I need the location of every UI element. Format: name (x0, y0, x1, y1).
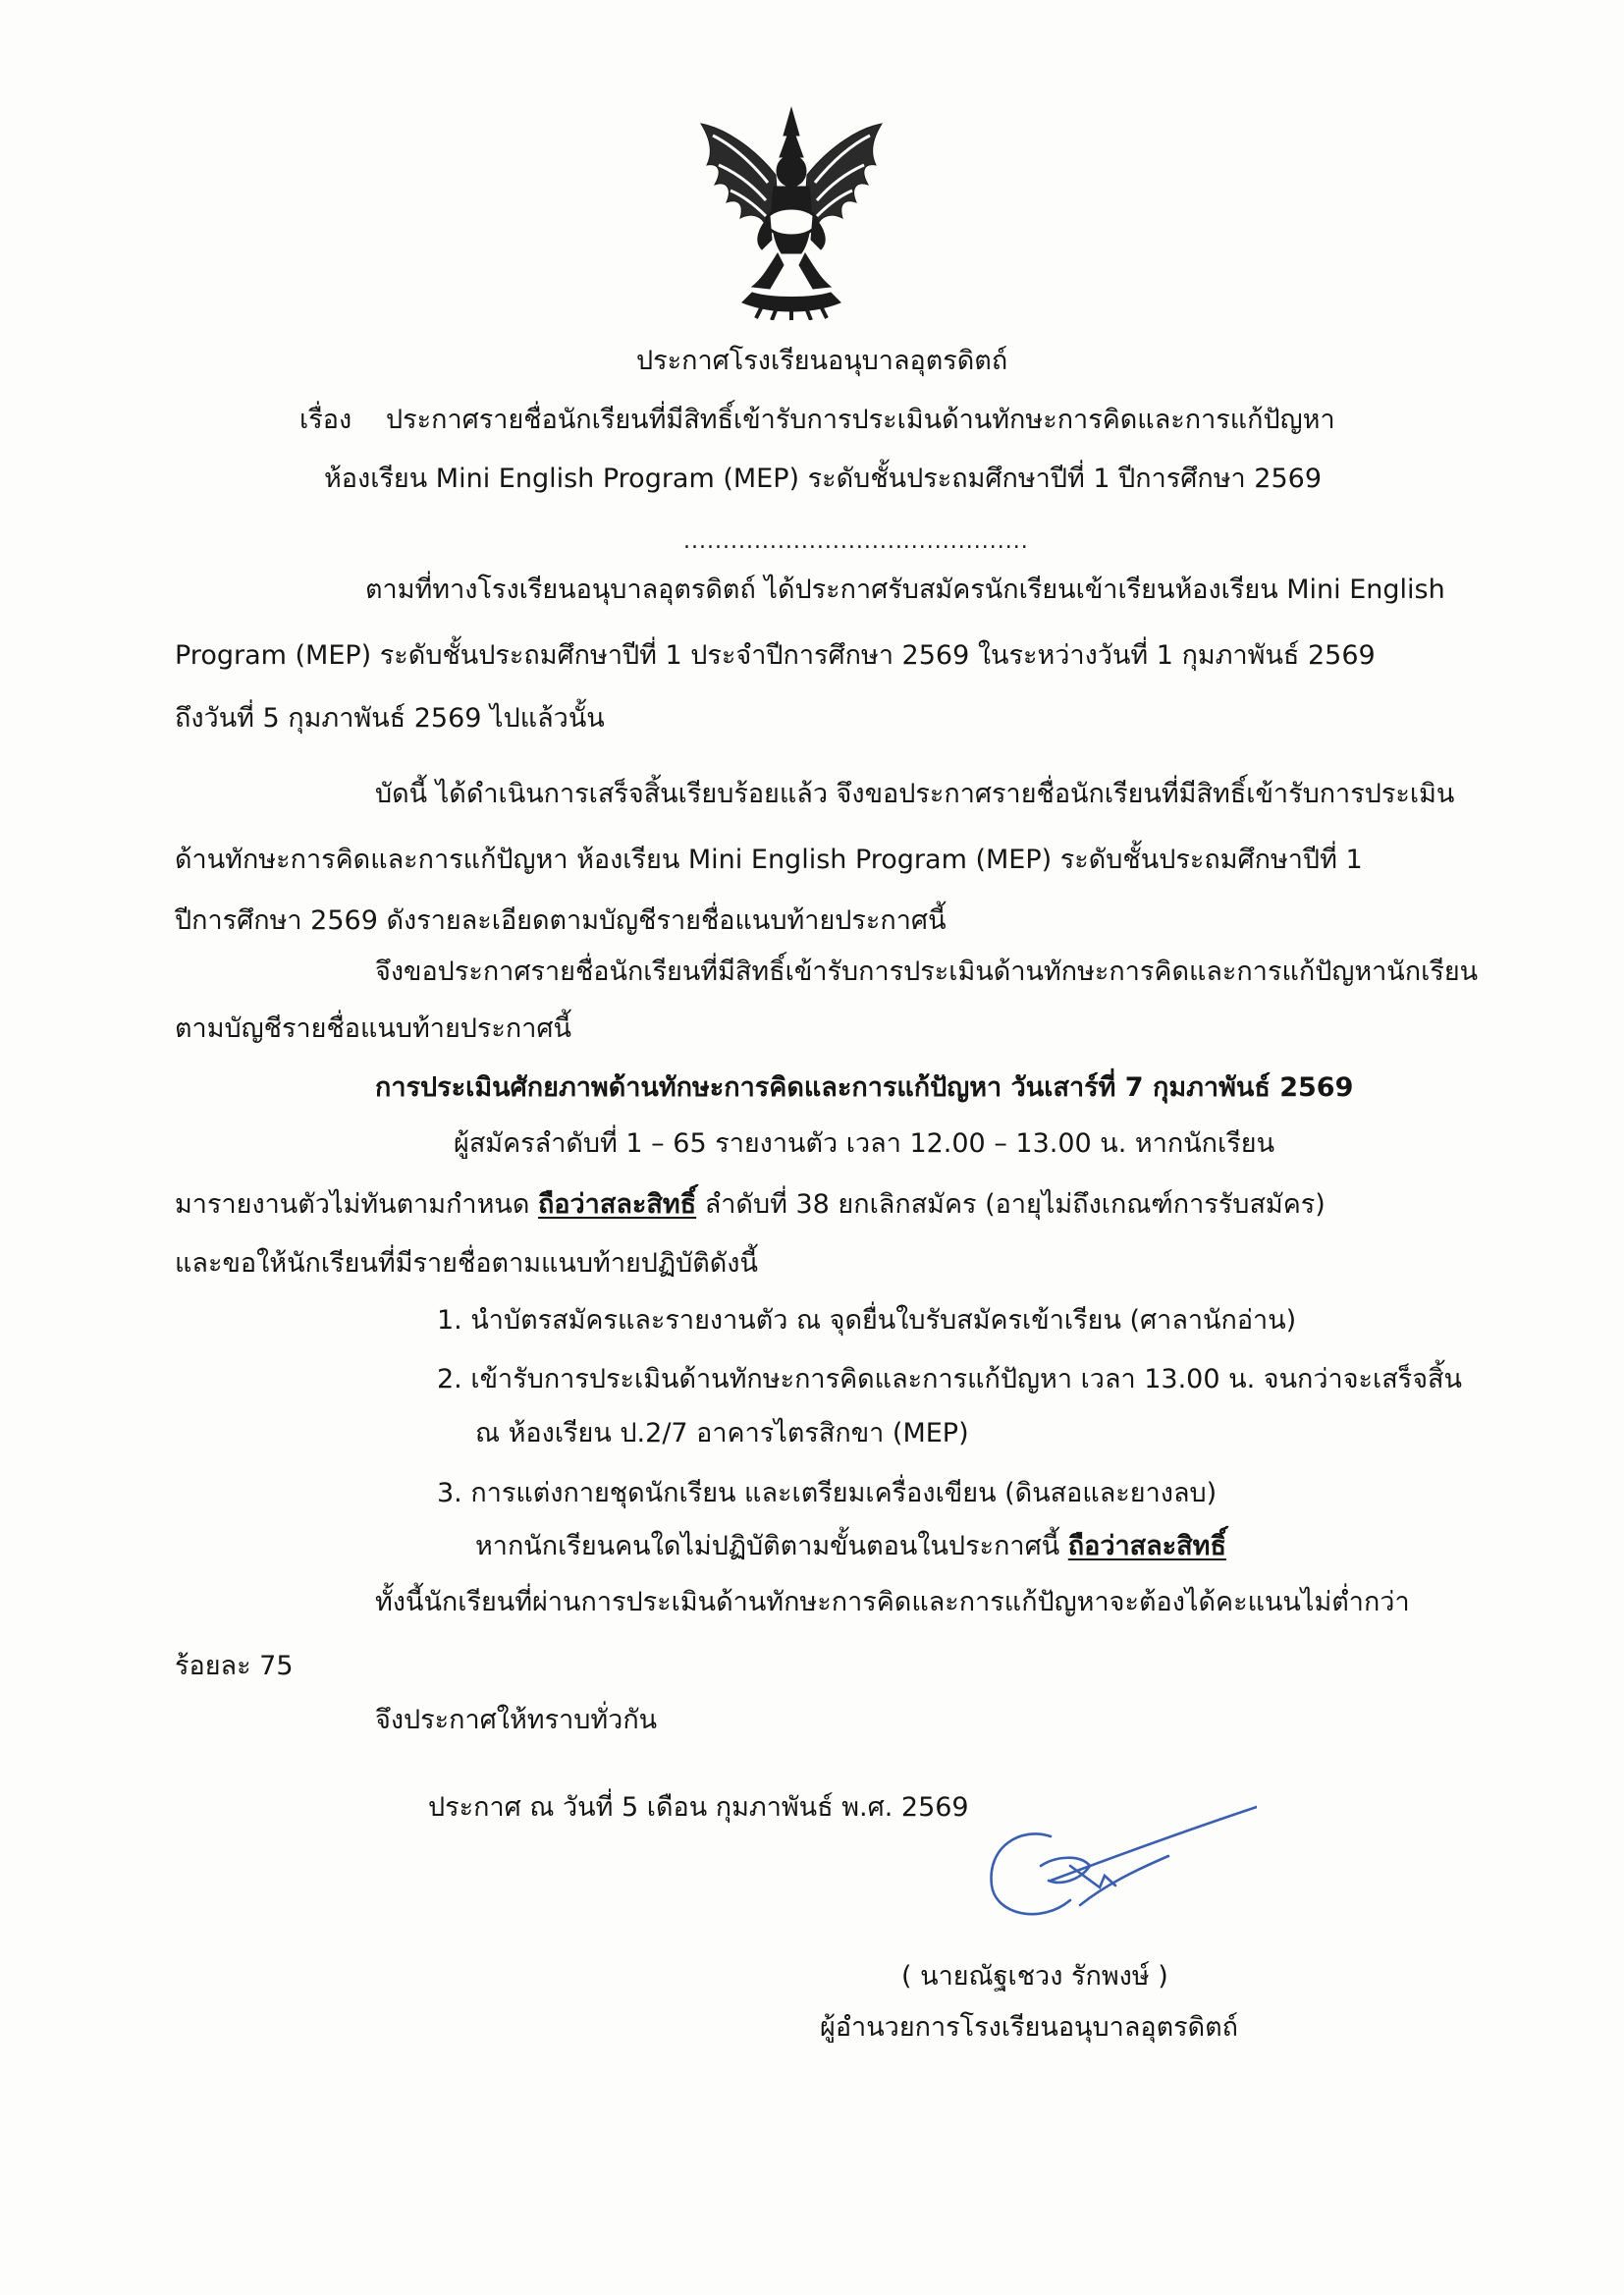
pass-criteria-line-1: ทั้งนี้นักเรียนที่ผ่านการประเมินด้านทักษะการคิดและการแก้ปัญหาจะต้องได้คะแนนไม่ต่ำกว่า (375, 1587, 1410, 1617)
step-1: 1. นำบัตรสมัครและรายงานตัว ณ จุดยื่นใบรับสมัครเข้าเรียน (ศาลานักอ่าน) (437, 1305, 1297, 1336)
paragraph-1-line-3: ถึงวันที่ 5 กุมภาพันธ์ 2569 ไปแล้วนั้น (175, 703, 605, 734)
paragraph-1-line-1: ตามที่ทางโรงเรียนอนุบาลอุตรดิตถ์ ได้ประกาศรับสมัครนักเรียนเข้าเรียนห้องเรียน Mini English (365, 574, 1445, 605)
paragraph-2-line-2: ด้านทักษะการคิดและการแก้ปัญหา ห้องเรียน Mini English Program (MEP) ระดับชั้นประถมศึกษาปีที่ 1 (175, 845, 1363, 875)
step-2-line-1: 2. เข้ารับการประเมินด้านทักษะการคิดและการแก้ปัญหา เวลา 13.00 น. จนกว่าจะเสร็จสิ้น (437, 1364, 1462, 1394)
step-3-line-2-start: หากนักเรียนคนใดไม่ปฏิบัติตามขั้นตอนในประกาศนี้ (475, 1531, 1068, 1561)
paragraph-2-line-3: ปีการศึกษา 2569 ดังรายละเอียดตามบัญชีรายชื่อแนบท้ายประกาศนี้ (175, 905, 947, 936)
signatory-name: ( นายณัฐเชวง รักพงษ์ ) (901, 1961, 1168, 1992)
signature-mark (933, 1738, 1257, 1935)
subject-line-1: ประกาศรายชื่อนักเรียนที่มีสิทธิ์เข้ารับการประเมินด้านทักษะการคิดและการแก้ปัญหา (386, 405, 1335, 435)
pass-criteria-line-2: ร้อยละ 75 (175, 1651, 294, 1681)
forfeit-notice-2: ถือว่าสละสิทธิ์ (1067, 1531, 1226, 1561)
paragraph-3-line-2: ตามบัญชีรายชื่อแนบท้ายประกาศนี้ (175, 1013, 572, 1044)
forfeit-notice: ถือว่าสละสิทธิ์ (537, 1189, 697, 1220)
paragraph-4-line-2-end: ลำดับที่ 38 ยกเลิกสมัคร (อายุไม่ถึงเกณฑ์การรับสมัคร) (696, 1189, 1326, 1220)
subject-label: เรื่อง (299, 405, 352, 435)
signatory-title: ผู้อำนวยการโรงเรียนอนุบาลอุตรดิตถ์ (820, 2012, 1239, 2043)
announcement-line: จึงประกาศให้ทราบทั่วกัน (375, 1705, 658, 1735)
paragraph-4-line-2-start: มารายงานตัวไม่ทันตามกำหนด (175, 1189, 538, 1220)
paragraph-2-line-1: บัดนี้ ได้ดำเนินการเสร็จสิ้นเรียบร้อยแล้ว จึงขอประกาศรายชื่อนักเรียนที่มีสิทธิ์เข้ารับการประเมิน (375, 779, 1455, 809)
step-2-line-2: ณ ห้องเรียน ป.2/7 อาคารไตรสิกขา (MEP) (475, 1418, 969, 1448)
paragraph-4-line-1: ผู้สมัครลำดับที่ 1 – 65 รายงานตัว เวลา 12.00 – 13.00 น. หากนักเรียน (454, 1128, 1275, 1159)
paragraph-4-line-3: และขอให้นักเรียนที่มีรายชื่อตามแนบท้ายปฏิบัติดังนี้ (175, 1248, 758, 1279)
step-3-line-1: 3. การแต่งกายชุดนักเรียน และเตรียมเครื่องเขียน (ดินสอและยางลบ) (437, 1478, 1218, 1508)
assessment-title: การประเมินศักยภาพด้านทักษะการคิดและการแก้ปัญหา วันเสาร์ที่ 7 กุมภาพันธ์ 2569 (375, 1072, 1354, 1103)
garuda-emblem-icon (693, 106, 890, 320)
issuer-title: ประกาศโรงเรียนอนุบาลอุตรดิตถ์ (636, 346, 1008, 376)
paragraph-4-line-2 (175, 1186, 1326, 1224)
paragraph-3-line-1: จึงขอประกาศรายชื่อนักเรียนที่มีสิทธิ์เข้ารับการประเมินด้านทักษะการคิดและการแก้ปัญหานักเรียน (375, 956, 1479, 987)
date-line: ประกาศ ณ วันที่ 5 เดือน กุมภาพันธ์ พ.ศ. 2569 (428, 1792, 969, 1823)
step-3-line-2 (475, 1528, 1226, 1565)
header-separator: ............................................ (683, 529, 1029, 554)
subject-line-2: ห้องเรียน Mini English Program (MEP) ระดับชั้นประถมศึกษาปีที่ 1 ปีการศึกษา 2569 (324, 464, 1323, 494)
paragraph-1-line-2: Program (MEP) ระดับชั้นประถมศึกษาปีที่ 1 ประจำปีการศึกษา 2569 ในระหว่างวันที่ 1 กุมภาพันธ์ 2569 (175, 640, 1376, 671)
